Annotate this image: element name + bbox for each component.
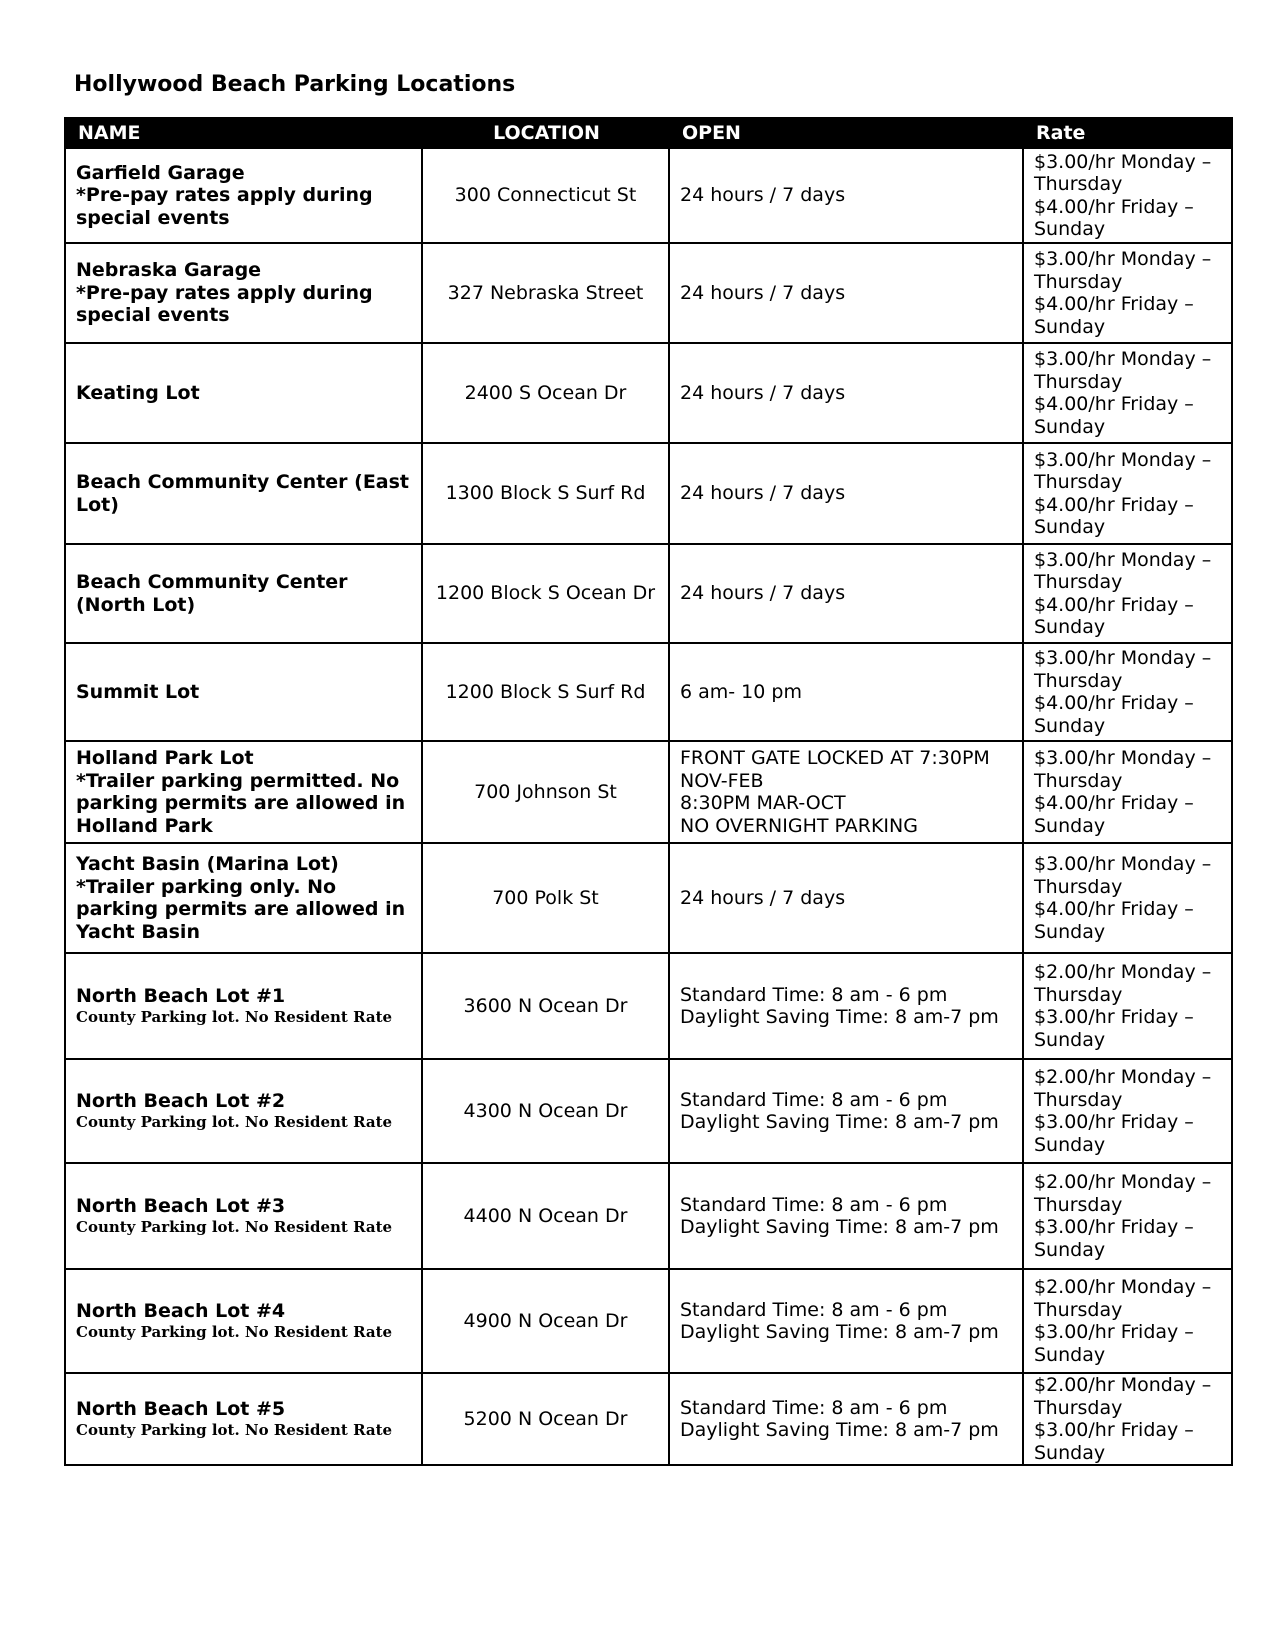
rate-line: $4.00/hr Friday – Sunday [1034,692,1194,737]
cell-name [65,544,422,643]
table-row [65,343,1232,443]
cell-location: 327 Nebraska Street [422,243,669,343]
rate-line: $4.00/hr Friday – Sunday [1034,293,1194,338]
table-row [65,1163,1232,1269]
lot-name: North Beach Lot #1 [76,985,286,1008]
rate-line: $3.00/hr Monday – Thursday [1034,548,1212,593]
rate-line: $2.00/hr Monday – Thursday [1034,1276,1212,1321]
table-row [65,148,1232,243]
cell-location: 1200 Block S Ocean Dr [422,544,669,643]
lot-note: *Trailer parking only. No parking permits are allowed in Yacht Basin [76,875,406,943]
rate-line: $3.00/hr Monday – Thursday [1034,448,1212,493]
cell-open [669,843,1023,953]
cell-rate [1023,843,1232,953]
rate-line: $3.00/hr Monday – Thursday [1034,853,1212,898]
cell-name [65,1163,422,1269]
open-hours-line: Daylight Saving Time: 8 am-7 pm [680,1216,999,1238]
table-row [65,443,1232,544]
open-hours-line: 24 hours / 7 days [680,482,846,505]
lot-name: North Beach Lot #5 [76,1398,286,1421]
rate-line: $2.00/hr Monday – Thursday [1034,961,1212,1006]
lot-subnote: County Parking lot. No Resident Rate [76,1420,393,1439]
cell-open [669,443,1023,544]
open-hours-line: Daylight Saving Time: 8 am-7 pm [680,1321,999,1343]
cell-location: 4300 N Ocean Dr [422,1059,669,1163]
rate-line: $4.00/hr Friday – Sunday [1034,593,1194,638]
lot-name: Yacht Basin (Marina Lot) [76,853,339,875]
table-header-row [65,118,1232,148]
cell-rate [1023,953,1232,1059]
open-hours-line: NO OVERNIGHT PARKING [680,814,918,837]
cell-name [65,1269,422,1373]
rate-line: $3.00/hr Friday – Sunday [1034,1216,1194,1261]
cell-rate [1023,1269,1232,1373]
rate-line: $4.00/hr Friday – Sunday [1034,792,1194,837]
cell-open [669,148,1023,243]
lot-name: Keating Lot [76,381,200,404]
open-hours-line: Daylight Saving Time: 8 am-7 pm [680,1111,999,1133]
open-hours-line: Standard Time: 8 am - 6 pm [680,1298,948,1321]
cell-location: 1300 Block S Surf Rd [422,443,669,544]
cell-name [65,741,422,843]
parking-table [64,117,1233,1466]
lot-note: *Pre-pay rates apply during special events [76,184,373,229]
column-header-name: NAME [65,118,422,148]
open-hours-line: Standard Time: 8 am - 6 pm [680,1088,948,1111]
open-hours-line: 24 hours / 7 days [680,582,846,605]
cell-location: 300 Connecticut St [422,148,669,243]
open-hours-line: Standard Time: 8 am - 6 pm [680,983,948,1006]
cell-rate [1023,643,1232,741]
cell-open [669,1269,1023,1373]
rate-line: $3.00/hr Friday – Sunday [1034,1419,1194,1464]
lot-subnote: County Parking lot. No Resident Rate [76,1007,393,1026]
table-row [65,741,1232,843]
cell-rate [1023,243,1232,343]
cell-location: 1200 Block S Surf Rd [422,643,669,741]
lot-note: *Trailer parking permitted. No parking permits are allowed in Holland Park [76,769,406,837]
cell-name [65,953,422,1059]
cell-name [65,843,422,953]
column-header-location: LOCATION [422,118,669,148]
table-row [65,1373,1232,1465]
table-row [65,953,1232,1059]
lot-name: Nebraska Garage [76,259,262,282]
cell-rate [1023,544,1232,643]
cell-location: 700 Johnson St [422,741,669,843]
cell-name [65,148,422,243]
cell-name [65,243,422,343]
cell-location: 2400 S Ocean Dr [422,343,669,443]
cell-open [669,741,1023,843]
cell-location: 700 Polk St [422,843,669,953]
cell-location: 4900 N Ocean Dr [422,1269,669,1373]
rate-line: $3.00/hr Friday – Sunday [1034,1111,1194,1156]
cell-rate [1023,343,1232,443]
open-hours-line: 24 hours / 7 days [680,381,846,404]
lot-subnote: County Parking lot. No Resident Rate [76,1112,393,1131]
rate-line: $3.00/hr Monday – Thursday [1034,747,1212,792]
cell-location: 4400 N Ocean Dr [422,1163,669,1269]
cell-open [669,243,1023,343]
cell-rate [1023,1163,1232,1269]
rate-line: $4.00/hr Friday – Sunday [1034,195,1194,240]
open-hours-line: 24 hours / 7 days [680,886,846,909]
lot-note: *Pre-pay rates apply during special events [76,281,373,327]
rate-line: $3.00/hr Monday – Thursday [1034,248,1212,293]
cell-name [65,1059,422,1163]
table-row [65,643,1232,741]
rate-line: $3.00/hr Friday – Sunday [1034,1321,1194,1366]
open-hours-line: FRONT GATE LOCKED AT 7:30PM NOV-FEB [680,747,990,792]
cell-open [669,1163,1023,1269]
open-hours-line: 24 hours / 7 days [680,281,846,304]
lot-name: Summit Lot [76,680,200,703]
lot-name: North Beach Lot #4 [76,1300,286,1323]
rate-line: $4.00/hr Friday – Sunday [1034,898,1194,943]
rate-line: $3.00/hr Friday – Sunday [1034,1006,1194,1051]
table-row [65,843,1232,953]
cell-rate [1023,1059,1232,1163]
cell-location: 5200 N Ocean Dr [422,1373,669,1465]
open-hours-line: Standard Time: 8 am - 6 pm [680,1396,948,1419]
lot-name: Beach Community Center (North Lot) [76,571,348,616]
rate-line: $2.00/hr Monday – Thursday [1034,1171,1212,1216]
rate-line: $3.00/hr Monday – Thursday [1034,348,1212,393]
column-header-rate: Rate [1023,118,1232,148]
cell-open [669,343,1023,443]
lot-subnote: County Parking lot. No Resident Rate [76,1322,393,1341]
open-hours-line: Daylight Saving Time: 8 am-7 pm [680,1006,999,1028]
cell-open [669,1059,1023,1163]
table-body [65,148,1232,1465]
cell-location: 3600 N Ocean Dr [422,953,669,1059]
lot-name: Garfield Garage [76,161,245,184]
rate-line: $2.00/hr Monday – Thursday [1034,1066,1212,1111]
cell-rate [1023,443,1232,544]
cell-rate [1023,1373,1232,1465]
rate-line: $4.00/hr Friday – Sunday [1034,493,1194,538]
cell-name [65,643,422,741]
lot-name: North Beach Lot #2 [76,1090,286,1113]
open-hours-line: 24 hours / 7 days [680,184,846,207]
table-row [65,544,1232,643]
page-title: Hollywood Beach Parking Locations [74,72,516,97]
cell-open [669,544,1023,643]
cell-open [669,953,1023,1059]
cell-rate [1023,148,1232,243]
lot-name: North Beach Lot #3 [76,1195,286,1218]
lot-subnote: County Parking lot. No Resident Rate [76,1217,393,1236]
rate-line: $4.00/hr Friday – Sunday [1034,393,1194,438]
cell-open [669,1373,1023,1465]
open-hours-line: Standard Time: 8 am - 6 pm [680,1193,948,1216]
column-header-open: OPEN [669,118,1023,148]
rate-line: $2.00/hr Monday – Thursday [1034,1374,1212,1419]
open-hours-line: 8:30PM MAR-OCT [680,792,846,814]
cell-open [669,643,1023,741]
table-row [65,1059,1232,1163]
rate-line: $3.00/hr Monday – Thursday [1034,647,1212,692]
lot-name: Beach Community Center (East Lot) [76,471,410,516]
cell-name [65,343,422,443]
table-row [65,1269,1232,1373]
open-hours-line: 6 am- 10 pm [680,680,802,703]
open-hours-line: Daylight Saving Time: 8 am-7 pm [680,1419,999,1441]
cell-name [65,443,422,544]
rate-line: $3.00/hr Monday – Thursday [1034,150,1212,195]
lot-name: Holland Park Lot [76,747,254,769]
cell-name [65,1373,422,1465]
table-row [65,243,1232,343]
cell-rate [1023,741,1232,843]
